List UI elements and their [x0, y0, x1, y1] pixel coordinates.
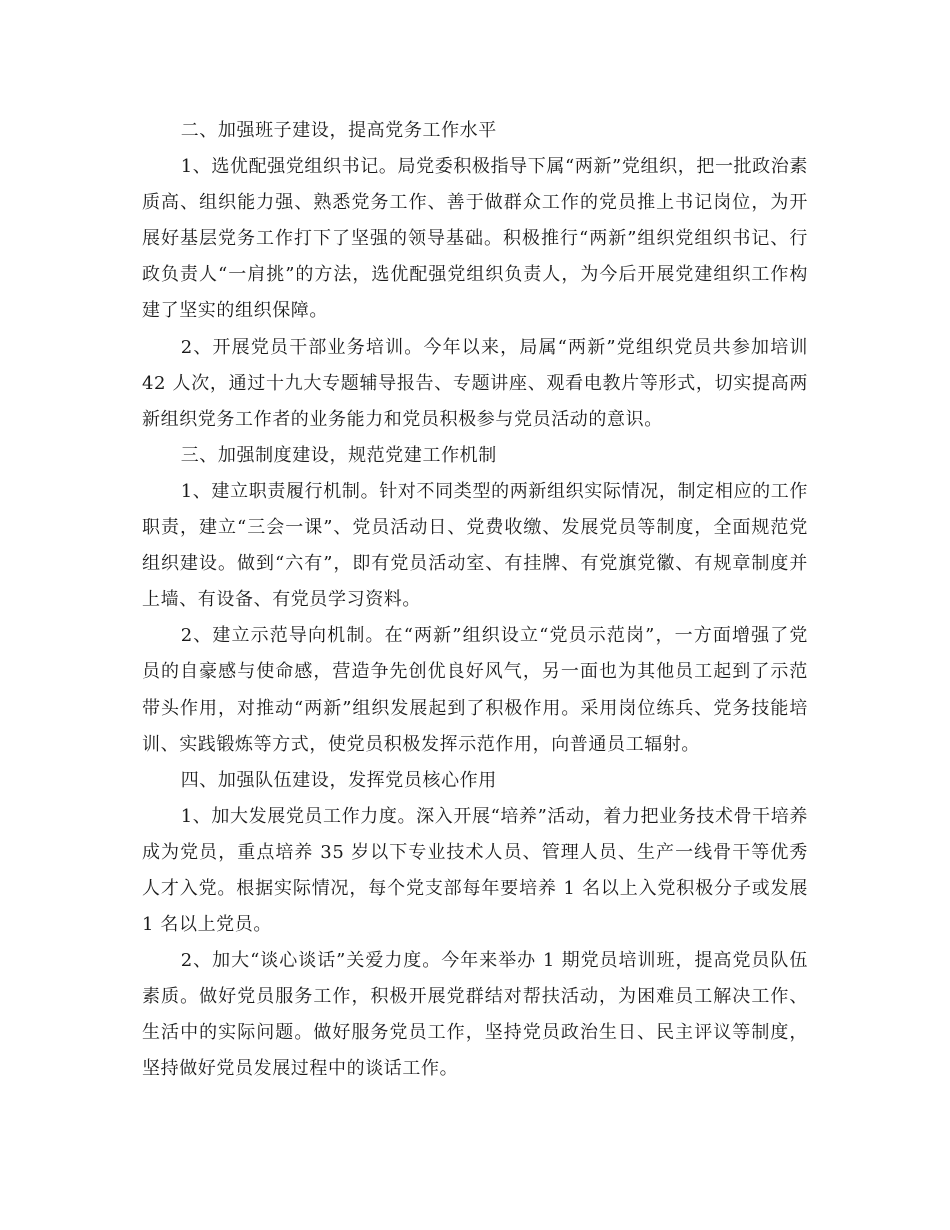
section-heading-3: 三、加强制度建设，规范党建工作机制 — [180, 444, 497, 466]
section-heading-4: 四、加强队伍建设，发挥党员核心作用 — [180, 769, 497, 791]
document-body — [142, 113, 808, 1088]
paragraph: 2、建立示范导向机制。在“两新”组织设立“党员示范岗”，一方面增强了党员的自豪感与使命感，营造争先创优良好风气，另一面也为其他员工起到了示范带头作用，对推动“两新”组织发展起到了积极作用。采用岗位练兵、党务技能培训、实践锻炼等方式，使党员积极发挥示范作用，向普通员工辐射。 — [142, 625, 808, 755]
paragraph: 1、选优配强党组织书记。局党委积极指导下属“两新”党组织，把一批政治素质高、组织能力强、熟悉党务工作、善于做群众工作的党员推上书记岗位，为开展好基层党务工作打下了坚强的领导基础。积极推行“两新”组织党组织书记、行政负责人“一肩挑”的方法，选优配强党组织负责人，为今后开展党建组织工作构建了坚实的组织保障。 — [142, 156, 808, 322]
section-heading-2: 二、加强班子建设，提高党务工作水平 — [180, 120, 497, 141]
paragraph: 2、加大“谈心谈话”关爱力度。今年来举办 1 期党员培训班，提高党员队伍素质。做好党员服务工作，积极开展党群结对帮扶活动，为困难员工解决工作、生活中的实际问题。做好服务党员工作，坚持党员政治生日、民主评议等制度，坚持做好党员发展过程中的谈话工作。 — [142, 950, 808, 1080]
paragraph: 1、加大发展党员工作力度。深入开展“培养”活动，着力把业务技术骨干培养成为党员，重点培养 35 岁以下专业技术人员、管理人员、生产一线骨干等优秀人才入党。根据实际情况，每个党支部每年要培养 1 名以上入党积极分子或发展 1 名以上党员。 — [142, 805, 808, 936]
paragraph: 1、建立职责履行机制。针对不同类型的两新组织实际情况，制定相应的工作职责，建立“三会一课”、党员活动日、党费收缴、发展党员等制度，全面规范党组织建设。做到“六有”，即有党员活动室、有挂牌、有党旗党徽、有规章制度并上墙、有设备、有党员学习资料。 — [142, 480, 808, 611]
paragraph: 2、开展党员干部业务培训。今年以来，局属“两新”党组织党员共参加培训 42 人次，通过十九大专题辅导报告、专题讲座、观看电教片等形式，切实提高两新组织党务工作者的业务能力和党员积极参与党员活动的意识。 — [142, 336, 808, 430]
